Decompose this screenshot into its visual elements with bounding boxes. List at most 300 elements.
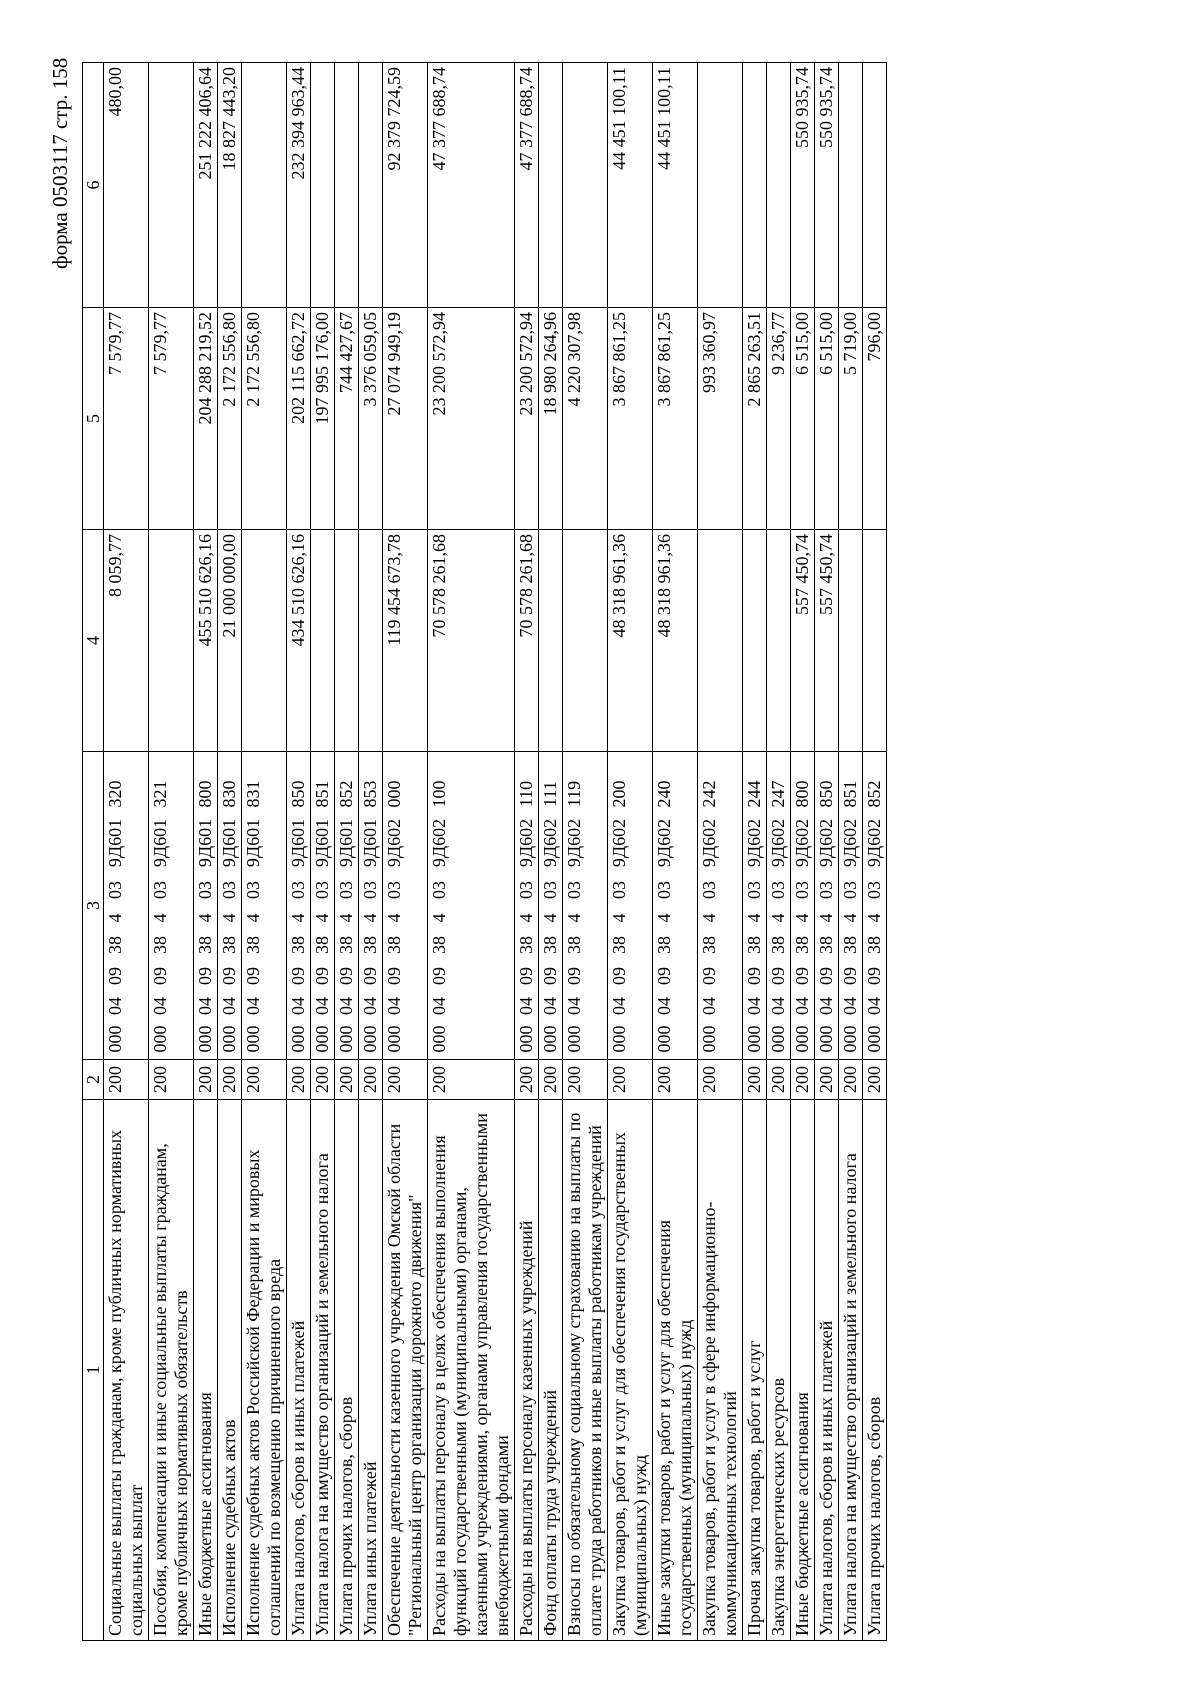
code-segment: 09 [288, 967, 308, 985]
row-classification-code [359, 752, 383, 1060]
code-segment: 03 [150, 881, 170, 899]
row-amount-col-6: 47 377 688,74 [515, 63, 539, 308]
header-col-4: 4 [83, 530, 104, 752]
code-segment: 38 [609, 936, 629, 954]
row-amount-col-4 [698, 530, 743, 752]
table-row [815, 63, 839, 1641]
code-segment: 9Д601 [243, 818, 263, 868]
row-name: Закупка товаров, работ и услуг в сфере информационно-коммуникационных технологий [698, 1100, 743, 1641]
header-col-1: 1 [83, 1100, 104, 1641]
expenditure-table [82, 62, 887, 1641]
row-classification-code [218, 752, 242, 1060]
row-classification-code [539, 752, 563, 1060]
code-segment: 4 [792, 913, 812, 923]
code-segment: 09 [312, 967, 332, 985]
row-amount-col-6: 232 394 963,44 [287, 63, 311, 308]
form-reference: форма 0503117 стр. 158 [48, 57, 72, 269]
row-line-code: 200 [539, 1060, 563, 1100]
code-segment: 000 [540, 1025, 560, 1053]
row-line-code: 200 [104, 1060, 149, 1100]
code-segment: 200 [609, 780, 629, 808]
code-segment: 000 [609, 1025, 629, 1053]
table-row [791, 63, 815, 1641]
code-segment: 03 [699, 881, 719, 899]
code-segment: 09 [864, 967, 884, 985]
row-amount-col-6: 550 935,74 [815, 63, 839, 308]
row-amount-col-4: 8 059,77 [104, 530, 149, 752]
code-segment: 03 [243, 881, 263, 899]
row-line-code: 200 [791, 1060, 815, 1100]
row-name: Закупка товаров, работ и услуг для обеспечения государственных (муниципальных) нужд [608, 1100, 653, 1641]
table-row [428, 63, 515, 1641]
code-segment: 830 [219, 780, 239, 808]
code-segment: 9Д601 [312, 818, 332, 868]
row-amount-col-6 [149, 63, 194, 308]
row-name: Социальные выплаты гражданам, кроме публичных нормативных социальных выплат [104, 1100, 149, 1641]
row-line-code: 200 [653, 1060, 698, 1100]
code-segment: 000 [864, 1025, 884, 1053]
code-segment: 4 [105, 913, 125, 923]
code-segment: 38 [243, 936, 263, 954]
row-amount-col-4: 557 450,74 [791, 530, 815, 752]
code-segment: 03 [429, 881, 449, 899]
row-amount-col-5: 2 865 263,51 [743, 308, 767, 530]
table-body [104, 63, 887, 1641]
row-name: Исполнение судебных актов [218, 1100, 242, 1641]
code-segment: 03 [288, 881, 308, 899]
table-row [563, 63, 608, 1641]
code-segment: 000 [792, 1025, 812, 1053]
row-amount-col-5: 4 220 307,98 [563, 308, 608, 530]
code-segment: 38 [768, 936, 788, 954]
row-name: Уплата налога на имущество организаций и земельного налога [839, 1100, 863, 1641]
code-segment: 04 [219, 997, 239, 1015]
row-classification-code [698, 752, 743, 1060]
code-segment: 247 [768, 780, 788, 808]
code-segment: 4 [288, 913, 308, 923]
code-segment: 000 [384, 1025, 404, 1053]
code-segment: 03 [195, 881, 215, 899]
code-segment: 850 [288, 780, 308, 808]
table-row [539, 63, 563, 1641]
row-classification-code [194, 752, 218, 1060]
row-line-code: 200 [194, 1060, 218, 1100]
code-segment: 853 [360, 780, 380, 808]
code-segment: 03 [654, 881, 674, 899]
row-classification-code [335, 752, 359, 1060]
code-segment: 100 [429, 780, 449, 808]
code-segment: 09 [150, 967, 170, 985]
code-segment: 04 [792, 997, 812, 1015]
table-row [515, 63, 539, 1641]
row-classification-code [767, 752, 791, 1060]
row-classification-code [815, 752, 839, 1060]
code-segment: 000 [816, 1025, 836, 1053]
row-classification-code [563, 752, 608, 1060]
row-name: Уплата налогов, сборов и иных платежей [815, 1100, 839, 1641]
code-segment: 09 [195, 967, 215, 985]
code-segment: 04 [516, 997, 536, 1015]
code-segment: 119 [564, 780, 584, 808]
row-amount-col-6 [539, 63, 563, 308]
table-row [863, 63, 887, 1641]
row-name: Прочая закупка товаров, работ и услуг [743, 1100, 767, 1641]
row-classification-code [242, 752, 287, 1060]
code-segment: 04 [654, 997, 674, 1015]
row-amount-col-4 [335, 530, 359, 752]
code-segment: 04 [150, 997, 170, 1015]
row-classification-code [653, 752, 698, 1060]
code-segment: 04 [744, 997, 764, 1015]
code-segment: 000 [840, 1025, 860, 1053]
code-segment: 4 [312, 913, 332, 923]
code-segment: 38 [516, 936, 536, 954]
row-classification-code [311, 752, 335, 1060]
code-segment: 000 [243, 1025, 263, 1053]
row-line-code: 200 [608, 1060, 653, 1100]
row-line-code: 200 [767, 1060, 791, 1100]
code-segment: 03 [744, 881, 764, 899]
row-amount-col-5: 993 360,97 [698, 308, 743, 530]
code-segment: 09 [516, 967, 536, 985]
row-name: Иные бюджетные ассигнования [194, 1100, 218, 1641]
code-segment: 000 [288, 1025, 308, 1053]
code-segment: 04 [105, 997, 125, 1015]
row-amount-col-5: 9 236,77 [767, 308, 791, 530]
row-amount-col-4: 455 510 626,16 [194, 530, 218, 752]
code-segment: 09 [564, 967, 584, 985]
code-segment: 03 [609, 881, 629, 899]
code-segment: 04 [540, 997, 560, 1015]
row-name: Расходы на выплаты персоналу казенных учреждений [515, 1100, 539, 1641]
code-segment: 03 [219, 881, 239, 899]
row-line-code: 200 [698, 1060, 743, 1100]
row-line-code: 200 [863, 1060, 887, 1100]
header-row [83, 63, 104, 1641]
row-line-code: 200 [815, 1060, 839, 1100]
code-segment: 03 [816, 881, 836, 899]
code-segment: 000 [384, 780, 404, 808]
code-segment: 9Д601 [150, 818, 170, 868]
row-name: Уплата налога на имущество организаций и земельного налога [311, 1100, 335, 1641]
row-line-code: 200 [287, 1060, 311, 1100]
code-segment: 831 [243, 780, 263, 808]
row-name: Уплата налогов, сборов и иных платежей [287, 1100, 311, 1641]
code-segment: 321 [150, 780, 170, 808]
code-segment: 4 [816, 913, 836, 923]
table-row [242, 63, 287, 1641]
row-amount-col-5: 7 579,77 [149, 308, 194, 530]
code-segment: 000 [195, 1025, 215, 1053]
row-name: Взносы по обязательному социальному страхованию на выплаты по оплате труда работников и иные выплаты работникам учреждений [563, 1100, 608, 1641]
row-line-code: 200 [311, 1060, 335, 1100]
code-segment: 9Д601 [336, 818, 356, 868]
row-amount-col-5: 5 719,00 [839, 308, 863, 530]
row-name: Уплата прочих налогов, сборов [863, 1100, 887, 1641]
code-segment: 09 [792, 967, 812, 985]
row-amount-col-5: 202 115 662,72 [287, 308, 311, 530]
row-amount-col-5: 2 172 556,80 [218, 308, 242, 530]
code-segment: 38 [654, 936, 674, 954]
code-segment: 852 [864, 780, 884, 808]
row-classification-code [428, 752, 515, 1060]
row-amount-col-6: 251 222 406,64 [194, 63, 218, 308]
row-name: Обеспечение деятельности казенного учреждения Омской области "Региональный центр организации дорожного движения" [383, 1100, 428, 1641]
code-segment: 38 [540, 936, 560, 954]
table-row [218, 63, 242, 1641]
table-row [287, 63, 311, 1641]
code-segment: 9Д602 [840, 818, 860, 868]
code-segment: 4 [864, 913, 884, 923]
table-row [194, 63, 218, 1641]
code-segment: 9Д601 [195, 818, 215, 868]
code-segment: 4 [564, 913, 584, 923]
row-amount-col-6: 550 935,74 [791, 63, 815, 308]
table-row [743, 63, 767, 1641]
row-line-code: 200 [428, 1060, 515, 1100]
row-amount-col-5: 2 172 556,80 [242, 308, 287, 530]
code-segment: 000 [150, 1025, 170, 1053]
row-amount-col-5: 3 867 861,25 [653, 308, 698, 530]
header-col-3: 3 [83, 752, 104, 1060]
code-segment: 800 [792, 780, 812, 808]
code-segment: 03 [105, 881, 125, 899]
table-row [608, 63, 653, 1641]
row-amount-col-4: 70 578 261,68 [428, 530, 515, 752]
code-segment: 9Д602 [864, 818, 884, 868]
row-amount-col-6: 18 827 443,20 [218, 63, 242, 308]
code-segment: 03 [336, 881, 356, 899]
code-segment: 38 [219, 936, 239, 954]
row-amount-col-6 [743, 63, 767, 308]
code-segment: 03 [384, 881, 404, 899]
table-row [383, 63, 428, 1641]
row-amount-col-5: 23 200 572,94 [428, 308, 515, 530]
code-segment: 4 [516, 913, 536, 923]
code-segment: 09 [744, 967, 764, 985]
row-amount-col-5: 3 376 059,05 [359, 308, 383, 530]
code-segment: 9Д601 [219, 818, 239, 868]
row-amount-col-5: 197 995 176,00 [311, 308, 335, 530]
code-segment: 9Д601 [105, 818, 125, 868]
row-classification-code [515, 752, 539, 1060]
code-segment: 4 [150, 913, 170, 923]
code-segment: 38 [840, 936, 860, 954]
row-amount-col-5: 27 074 949,19 [383, 308, 428, 530]
row-amount-col-4 [743, 530, 767, 752]
row-amount-col-4 [311, 530, 335, 752]
row-name: Пособия, компенсации и иные социальные выплаты гражданам, кроме публичных нормативных обязательств [149, 1100, 194, 1641]
row-amount-col-4 [767, 530, 791, 752]
code-segment: 242 [699, 780, 719, 808]
row-amount-col-4: 48 318 961,36 [653, 530, 698, 752]
row-amount-col-4 [242, 530, 287, 752]
code-segment: 09 [609, 967, 629, 985]
code-segment: 04 [699, 997, 719, 1015]
code-segment: 000 [219, 1025, 239, 1053]
table-row [767, 63, 791, 1641]
row-classification-code [383, 752, 428, 1060]
row-amount-col-4 [359, 530, 383, 752]
code-segment: 09 [336, 967, 356, 985]
code-segment: 4 [384, 913, 404, 923]
code-segment: 09 [360, 967, 380, 985]
code-segment: 09 [219, 967, 239, 985]
code-segment: 03 [792, 881, 812, 899]
code-segment: 09 [540, 967, 560, 985]
code-segment: 09 [105, 967, 125, 985]
row-classification-code [104, 752, 149, 1060]
row-amount-col-6 [242, 63, 287, 308]
row-amount-col-5: 6 515,00 [815, 308, 839, 530]
code-segment: 9Д602 [699, 818, 719, 868]
code-segment: 850 [816, 780, 836, 808]
table-row [149, 63, 194, 1641]
row-line-code: 200 [218, 1060, 242, 1100]
code-segment: 9Д602 [540, 818, 560, 868]
code-segment: 09 [840, 967, 860, 985]
row-classification-code [743, 752, 767, 1060]
row-amount-col-5: 23 200 572,94 [515, 308, 539, 530]
row-amount-col-6: 47 377 688,74 [428, 63, 515, 308]
code-segment: 244 [744, 780, 764, 808]
code-segment: 4 [540, 913, 560, 923]
code-segment: 38 [336, 936, 356, 954]
code-segment: 9Д602 [609, 818, 629, 868]
code-segment: 03 [768, 881, 788, 899]
code-segment: 000 [699, 1025, 719, 1053]
code-segment: 9Д602 [516, 818, 536, 868]
code-segment: 09 [816, 967, 836, 985]
row-line-code: 200 [743, 1060, 767, 1100]
row-amount-col-4 [563, 530, 608, 752]
header-col-6: 6 [83, 63, 104, 308]
code-segment: 000 [360, 1025, 380, 1053]
row-line-code: 200 [359, 1060, 383, 1100]
table-row [653, 63, 698, 1641]
code-segment: 04 [609, 997, 629, 1015]
row-amount-col-4: 119 454 673,78 [383, 530, 428, 752]
code-segment: 9Д602 [792, 818, 812, 868]
code-segment: 9Д602 [654, 818, 674, 868]
code-segment: 111 [540, 781, 560, 807]
row-name: Уплата иных платежей [359, 1100, 383, 1641]
code-segment: 000 [654, 1025, 674, 1053]
row-line-code: 200 [563, 1060, 608, 1100]
table-row [698, 63, 743, 1641]
row-line-code: 200 [383, 1060, 428, 1100]
row-name: Уплата прочих налогов, сборов [335, 1100, 359, 1641]
code-segment: 04 [816, 997, 836, 1015]
row-amount-col-5: 7 579,77 [104, 308, 149, 530]
code-segment: 320 [105, 780, 125, 808]
row-amount-col-6 [863, 63, 887, 308]
row-classification-code [839, 752, 863, 1060]
row-amount-col-4: 48 318 961,36 [608, 530, 653, 752]
row-amount-col-4 [149, 530, 194, 752]
row-name: Расходы на выплаты персоналу в целях обеспечения выполнения функций государственными (муниципальными) органами, казенными учреждениями, органами управления государственными внебюджетными фондами [428, 1100, 515, 1641]
row-name: Фонд оплаты труда учреждений [539, 1100, 563, 1641]
row-amount-col-4: 70 578 261,68 [515, 530, 539, 752]
row-amount-col-6 [839, 63, 863, 308]
code-segment: 09 [243, 967, 263, 985]
row-amount-col-5: 796,00 [863, 308, 887, 530]
code-segment: 38 [105, 936, 125, 954]
code-segment: 38 [864, 936, 884, 954]
row-amount-col-4 [539, 530, 563, 752]
row-amount-col-5: 3 867 861,25 [608, 308, 653, 530]
code-segment: 03 [840, 881, 860, 899]
code-segment: 04 [195, 997, 215, 1015]
code-segment: 110 [516, 780, 536, 808]
code-segment: 38 [384, 936, 404, 954]
code-segment: 9Д602 [768, 818, 788, 868]
code-segment: 03 [540, 881, 560, 899]
code-segment: 38 [360, 936, 380, 954]
row-line-code: 200 [335, 1060, 359, 1100]
code-segment: 000 [336, 1025, 356, 1053]
code-segment: 9Д602 [384, 818, 404, 868]
code-segment: 04 [360, 997, 380, 1015]
table-row [839, 63, 863, 1641]
code-segment: 04 [288, 997, 308, 1015]
row-name: Иные бюджетные ассигнования [791, 1100, 815, 1641]
row-amount-col-4 [863, 530, 887, 752]
row-line-code: 200 [242, 1060, 287, 1100]
code-segment: 09 [429, 967, 449, 985]
table-row [311, 63, 335, 1641]
code-segment: 4 [429, 913, 449, 923]
code-segment: 240 [654, 780, 674, 808]
code-segment: 04 [336, 997, 356, 1015]
row-line-code: 200 [839, 1060, 863, 1100]
row-amount-col-4: 21 000 000,00 [218, 530, 242, 752]
row-name: Иные закупки товаров, работ и услуг для обеспечения государственных (муниципальных) нужд [653, 1100, 698, 1641]
header-col-5: 5 [83, 308, 104, 530]
row-amount-col-4 [839, 530, 863, 752]
row-amount-col-5: 204 288 219,52 [194, 308, 218, 530]
code-segment: 9Д602 [429, 818, 449, 868]
table-row [104, 63, 149, 1641]
header-col-2: 2 [83, 1060, 104, 1100]
code-segment: 4 [219, 913, 239, 923]
code-segment: 38 [195, 936, 215, 954]
code-segment: 38 [312, 936, 332, 954]
row-amount-col-6 [335, 63, 359, 308]
row-amount-col-6 [563, 63, 608, 308]
row-classification-code [863, 752, 887, 1060]
row-amount-col-5: 744 427,67 [335, 308, 359, 530]
row-amount-col-6: 480,00 [104, 63, 149, 308]
code-segment: 04 [312, 997, 332, 1015]
table-row [335, 63, 359, 1641]
code-segment: 000 [105, 1025, 125, 1053]
code-segment: 4 [360, 913, 380, 923]
row-name: Закупка энергетических ресурсов [767, 1100, 791, 1641]
row-amount-col-6 [698, 63, 743, 308]
code-segment: 03 [564, 881, 584, 899]
code-segment: 38 [288, 936, 308, 954]
row-classification-code [287, 752, 311, 1060]
code-segment: 9Д601 [360, 818, 380, 868]
code-segment: 03 [864, 881, 884, 899]
code-segment: 4 [699, 913, 719, 923]
row-amount-col-4: 557 450,74 [815, 530, 839, 752]
row-amount-col-6: 44 451 100,11 [608, 63, 653, 308]
code-segment: 000 [768, 1025, 788, 1053]
row-amount-col-6: 44 451 100,11 [653, 63, 698, 308]
code-segment: 38 [792, 936, 812, 954]
